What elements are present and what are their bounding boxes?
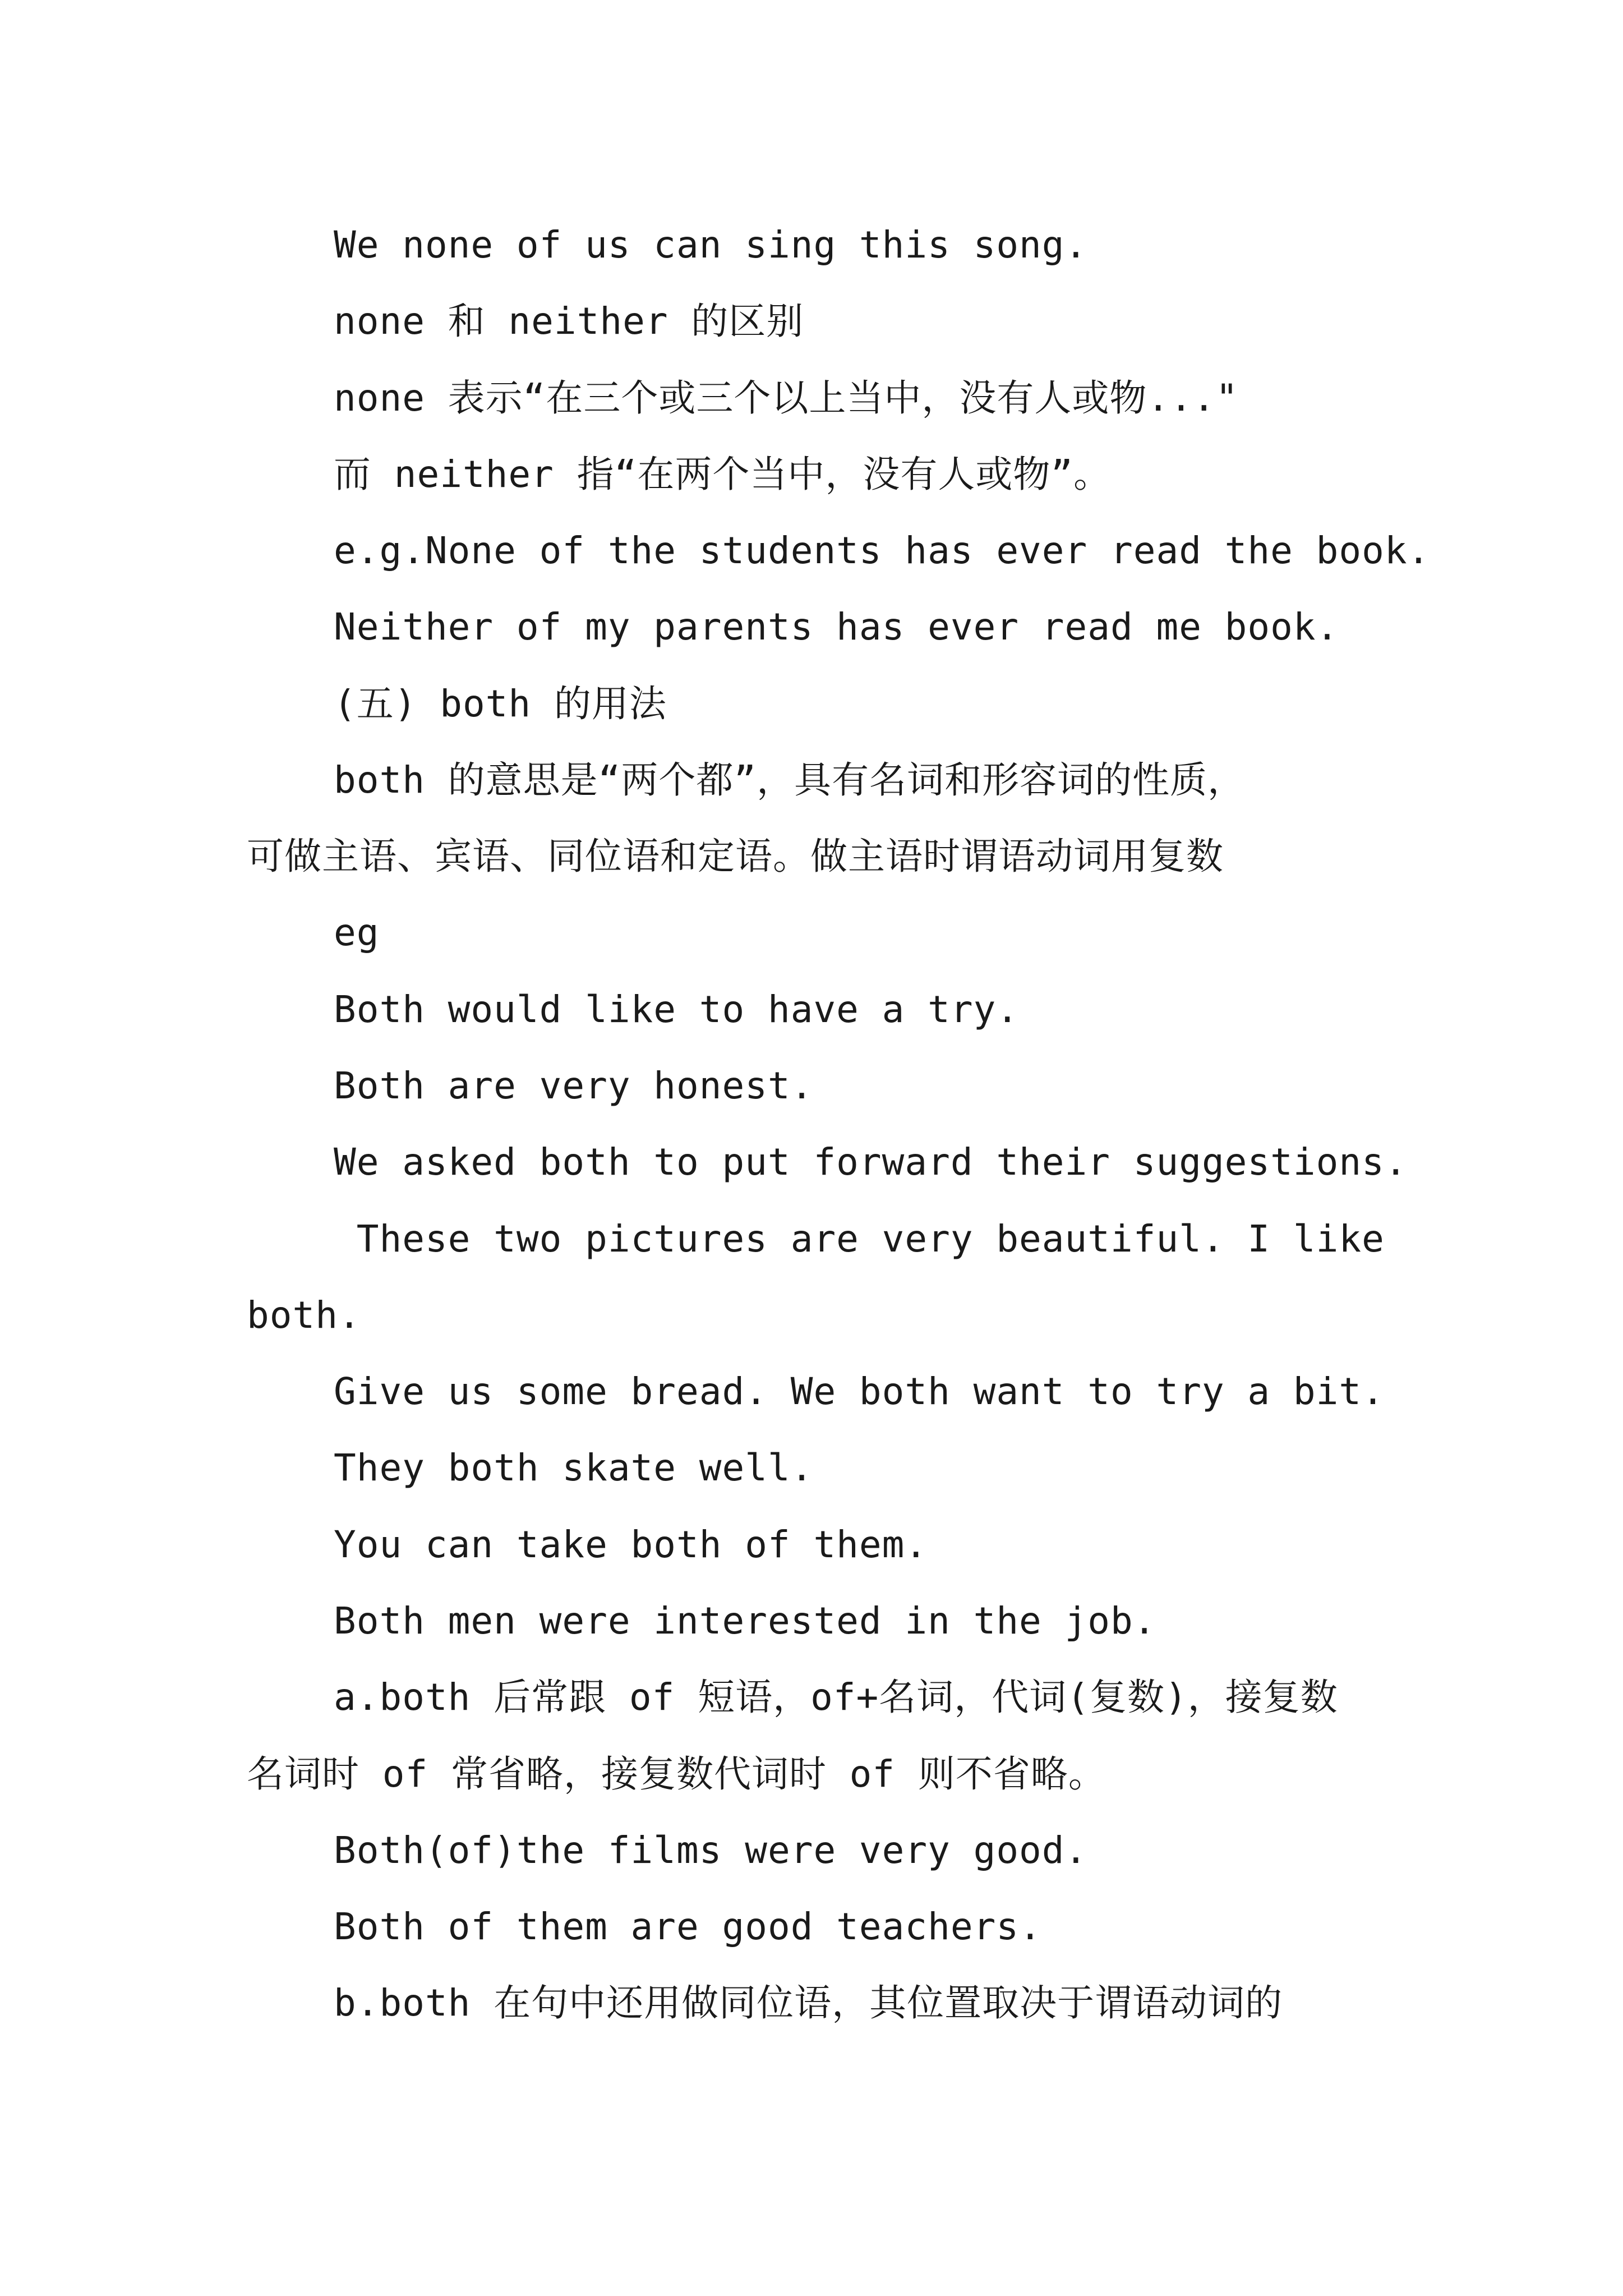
text-line: Both(of)the films were very good. — [334, 1829, 1088, 1872]
text-line: 而 neither 指“在两个当中，没有人或物”。 — [334, 453, 1112, 496]
text-line: 可做主语、宾语、同位语和定语。做主语时谓语动词用复数 — [247, 835, 1224, 878]
text-line: e.g.None of the students has ever read the book. — [334, 529, 1431, 572]
text-line: Neither of my parents has ever read me book. — [334, 605, 1339, 648]
text-line: We none of us can sing this song. — [334, 223, 1088, 266]
text-line: You can take both of them. — [334, 1523, 928, 1566]
section-heading: (五) both 的用法 — [334, 682, 667, 725]
text-line: a.both 后常跟 of 短语，of+名词，代词(复数)，接复数 — [334, 1676, 1338, 1719]
text-line: 名词时 of 常省略，接复数代词时 of 则不省略。 — [247, 1752, 1106, 1796]
text-line: Give us some bread. We both want to try a bit. — [334, 1370, 1385, 1413]
text-line: both. — [247, 1294, 361, 1337]
text-line: These two pictures are very beautiful. I like — [334, 1217, 1385, 1260]
text-line: none 和 neither 的区别 — [334, 300, 804, 343]
text-line: Both men were interested in the job. — [334, 1599, 1156, 1642]
text-line: none 表示“在三个或三个以上当中，没有人或物..." — [334, 376, 1239, 420]
text-line: b.both 在句中还用做同位语，其位置取决于谓语动词的 — [334, 1981, 1283, 2024]
text-line: both 的意思是“两个都”，具有名词和形容词的性质， — [334, 758, 1246, 802]
text-line: Both of them are good teachers. — [334, 1905, 1042, 1948]
text-line: They both skate well. — [334, 1446, 814, 1489]
text-line: Both are very honest. — [334, 1064, 814, 1107]
text-line: eg — [334, 911, 380, 954]
text-line: We asked both to put forward their suggestions. — [334, 1140, 1408, 1184]
text-line: Both would like to have a try. — [334, 988, 1020, 1031]
